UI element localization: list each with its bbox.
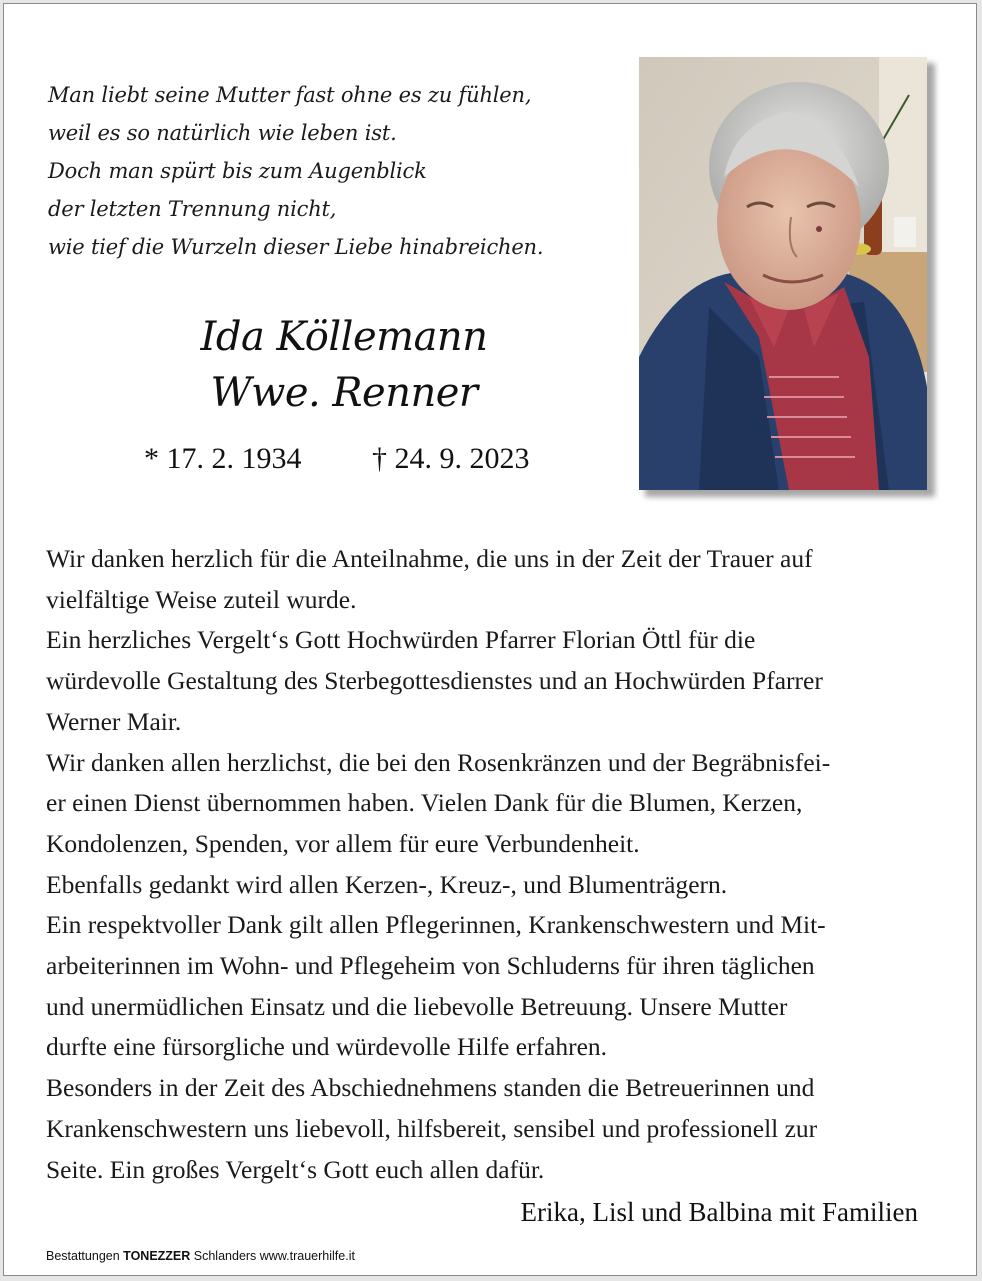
birth-date: * 17. 2. 1934 <box>144 442 302 475</box>
family-signature: Erika, Lisl und Balbina mit Familien <box>520 1197 918 1227</box>
text-line: würdevolle Gestaltung des Sterbegottesdienstes und an Hochwürden Pfarrer <box>46 666 823 696</box>
text-line: und unermüdlichen Einsatz und die liebevolle Betreuung. Unsere Mutter <box>46 991 788 1021</box>
death-date: † 24. 9. 2023 <box>372 442 530 475</box>
text-line: Seite. Ein großes Vergelt‘s Gott euch allen dafür. <box>46 1154 545 1184</box>
text-line: Besonders in der Zeit des Abschiednehmens standen die Betreuerinnen und <box>46 1073 815 1103</box>
funeral-home-footer <box>46 1249 355 1263</box>
deceased-name: Ida Köllemann <box>200 314 488 360</box>
portrait-photo-icon <box>639 57 927 490</box>
text-line: Ein herzliches Vergelt‘s Gott Hochwürden Pfarrer Florian Öttl für die <box>46 625 756 655</box>
deceased-subname: Wwe. Renner <box>210 370 478 416</box>
poem-line: weil es so natürlich wie leben ist. <box>48 121 397 145</box>
text-line: Kondolenzen, Spenden, vor allem für eure Verbundenheit. <box>46 828 640 858</box>
poem-line: Doch man spürt bis zum Augenblick <box>48 159 427 183</box>
text-line: Wir danken allen herzlichst, die bei den Rosenkränzen und der Begräbnisfei- <box>46 747 831 777</box>
text-line: Wir danken herzlich für die Anteilnahme, die uns in der Zeit der Trauer auf <box>46 544 813 573</box>
text-line: Werner Mair. <box>46 706 182 736</box>
poem-line: der letzten Trennung nicht, <box>48 197 337 221</box>
text-line: er einen Dienst übernommen haben. Vielen Dank für die Blumen, Kerzen, <box>46 788 803 818</box>
deceased-name-block <box>114 309 574 421</box>
poem-line: Man liebt seine Mutter fast ohne es zu fühlen, <box>48 83 532 107</box>
footer-town: Schlanders <box>190 1249 260 1263</box>
footer-prefix: Bestattungen <box>46 1249 124 1263</box>
footer-company: TONEZZER <box>123 1249 191 1263</box>
thank-you-text <box>46 539 926 1190</box>
text-line: Krankenschwestern uns liebevoll, hilfsbereit, sensibel und professionell zur <box>46 1113 818 1143</box>
footer-website-link[interactable]: www.trauerhilfe.it <box>259 1249 355 1263</box>
poem-line: wie tief die Wurzeln dieser Liebe hinabreichen. <box>48 235 544 259</box>
memorial-poem <box>48 76 608 266</box>
text-line: Ein respektvoller Dank gilt allen Pflegerinnen, Krankenschwestern und Mit- <box>46 910 826 940</box>
text-line: vielfältige Weise zuteil wurde. <box>46 584 357 614</box>
text-line: Ebenfalls gedankt wird allen Kerzen-, Kreuz-, und Blumenträgern. <box>46 869 728 899</box>
portrait-photo <box>639 57 927 490</box>
text-line: arbeiterinnen im Wohn- und Pflegeheim von Schluderns für ihren täglichen <box>46 951 815 981</box>
text-line: durfte eine fürsorgliche und würdevolle Hilfe erfahren. <box>46 1032 608 1062</box>
obituary-page <box>3 3 977 1276</box>
